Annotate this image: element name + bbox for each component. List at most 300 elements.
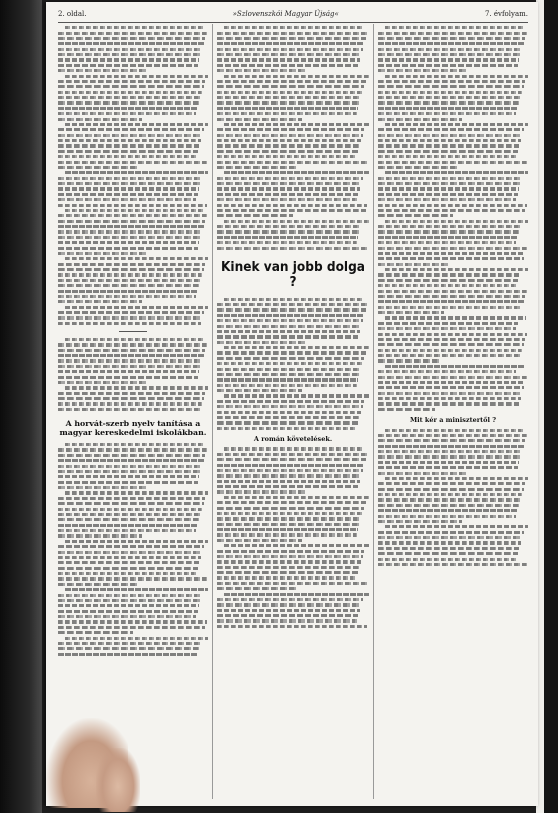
text-line	[378, 155, 516, 158]
body-text	[378, 26, 528, 411]
text-line	[58, 279, 201, 282]
text-line	[378, 541, 521, 544]
text-line	[58, 53, 201, 56]
text-line	[58, 642, 201, 645]
text-line	[378, 370, 516, 373]
text-line	[58, 343, 207, 346]
text-line	[217, 107, 358, 110]
text-line	[58, 572, 196, 575]
text-line	[378, 520, 462, 523]
text-line	[385, 123, 528, 126]
text-line	[217, 335, 358, 338]
text-line	[217, 582, 367, 585]
text-line	[58, 497, 205, 500]
text-line	[378, 488, 524, 491]
text-line	[378, 53, 521, 56]
text-line	[58, 524, 198, 527]
text-line	[378, 193, 518, 196]
text-line	[385, 525, 528, 528]
text-line	[217, 241, 357, 244]
text-line	[217, 400, 364, 403]
text-line	[58, 187, 199, 190]
text-line	[217, 166, 298, 169]
text-line	[217, 236, 358, 239]
text-line	[217, 485, 358, 488]
text-line	[378, 408, 435, 411]
text-line	[58, 534, 142, 537]
text-line	[224, 394, 369, 397]
text-line	[58, 236, 201, 239]
text-line	[378, 64, 518, 67]
text-line	[58, 193, 198, 196]
text-line	[65, 26, 203, 29]
text-line	[65, 443, 203, 446]
text-line	[65, 171, 208, 174]
text-line	[65, 588, 208, 591]
text-line	[378, 150, 518, 153]
text-line	[65, 123, 208, 126]
text-line	[217, 177, 363, 180]
text-line	[224, 346, 369, 349]
text-line	[217, 453, 367, 456]
text-line	[378, 434, 527, 437]
text-line	[378, 552, 518, 555]
text-line	[58, 284, 199, 287]
text-line	[217, 598, 363, 601]
text-line	[58, 626, 205, 629]
text-line	[378, 241, 516, 244]
text-line	[58, 252, 147, 255]
text-line	[378, 376, 527, 379]
text-line	[224, 496, 369, 499]
text-line	[385, 220, 528, 223]
text-line	[58, 349, 205, 352]
text-line	[378, 161, 527, 164]
text-line	[58, 198, 196, 201]
text-line	[58, 268, 204, 271]
column-rule	[212, 24, 213, 799]
text-line	[378, 472, 467, 475]
text-line	[378, 263, 449, 266]
text-line	[217, 609, 360, 612]
text-line	[217, 303, 367, 306]
text-line	[378, 455, 521, 458]
text-line	[217, 155, 357, 158]
text-line	[217, 464, 364, 467]
text-line	[378, 91, 522, 94]
text-line	[378, 493, 522, 496]
text-line	[58, 508, 202, 511]
text-line	[58, 545, 204, 548]
text-line	[58, 365, 201, 368]
section-heading: Mit kér a minisztertől ?	[409, 415, 497, 424]
text-line	[378, 32, 527, 35]
text-line	[217, 112, 357, 115]
text-line	[217, 427, 357, 430]
text-line	[378, 48, 522, 51]
separator	[119, 331, 147, 332]
text-line	[58, 225, 204, 228]
text-line	[58, 214, 207, 217]
text-line	[378, 466, 518, 469]
text-line	[58, 107, 198, 110]
text-line	[58, 150, 198, 153]
thumb-holding-page	[96, 748, 140, 812]
text-line	[58, 459, 204, 462]
issue-info: 7. évfolyam.	[484, 10, 528, 18]
text-line	[378, 563, 527, 566]
text-line	[378, 295, 525, 298]
text-line	[58, 204, 207, 207]
text-line	[58, 230, 202, 233]
text-line	[58, 128, 204, 131]
text-line	[58, 91, 202, 94]
text-line	[378, 558, 516, 561]
text-line	[58, 69, 147, 72]
text-line	[217, 469, 363, 472]
text-line	[378, 450, 522, 453]
text-line	[217, 512, 363, 515]
text-line	[217, 603, 361, 606]
text-line	[385, 171, 528, 174]
text-line	[224, 123, 369, 126]
text-line	[58, 561, 199, 564]
text-line	[378, 386, 524, 389]
text-line	[378, 359, 440, 362]
text-line	[58, 465, 202, 468]
text-line	[58, 392, 205, 395]
text-line	[58, 96, 201, 99]
text-line	[385, 26, 523, 29]
text-line	[217, 341, 307, 344]
text-line	[58, 604, 199, 607]
column-rule	[373, 24, 374, 799]
text-line	[217, 368, 361, 371]
article-headline: Kinek van jobb dolga ?	[221, 258, 365, 290]
text-line	[217, 314, 364, 317]
text-line	[378, 42, 524, 45]
text-line	[217, 533, 357, 536]
text-line	[217, 204, 367, 207]
text-line	[217, 96, 361, 99]
text-line	[58, 42, 204, 45]
body-text	[217, 26, 369, 250]
text-line	[378, 101, 519, 104]
text-line	[65, 637, 208, 640]
text-line	[58, 139, 201, 142]
text-line	[385, 75, 528, 78]
text-line	[58, 144, 199, 147]
text-line	[378, 58, 519, 61]
text-line	[217, 53, 361, 56]
text-line	[217, 517, 361, 520]
text-line	[378, 498, 521, 501]
text-line	[378, 290, 527, 293]
text-line	[378, 327, 516, 330]
text-line	[65, 75, 208, 78]
text-line	[217, 566, 360, 569]
text-line	[378, 252, 525, 255]
text-line	[217, 144, 360, 147]
text-line	[217, 416, 360, 419]
text-line	[378, 381, 525, 384]
text-line	[378, 128, 524, 131]
text-line	[378, 236, 518, 239]
text-line	[58, 376, 198, 379]
text-line	[58, 32, 207, 35]
text-line	[217, 405, 363, 408]
article-headline: A horvát-szerb nyelv tanítása a magyar kereskedelmi iskolákban.	[59, 419, 207, 438]
article-column-3	[378, 24, 528, 799]
body-text	[58, 209, 208, 325]
text-line	[58, 502, 204, 505]
text-line	[378, 536, 522, 539]
body-text	[58, 338, 208, 411]
text-line	[378, 177, 522, 180]
text-line	[58, 273, 202, 276]
text-line	[217, 507, 364, 510]
text-line	[65, 491, 208, 494]
article-column-2	[217, 24, 369, 799]
text-line	[58, 182, 201, 185]
text-line	[217, 230, 360, 233]
text-line	[378, 279, 518, 282]
text-line	[58, 134, 202, 137]
text-line	[385, 429, 523, 432]
text-line	[58, 322, 201, 325]
text-line	[378, 187, 519, 190]
text-line	[217, 161, 367, 164]
text-line	[224, 447, 364, 450]
text-line	[217, 128, 364, 131]
text-line	[217, 32, 367, 35]
text-line	[58, 529, 196, 532]
text-line	[378, 80, 525, 83]
text-line	[217, 118, 302, 121]
text-line	[224, 298, 364, 301]
text-line	[58, 241, 199, 244]
text-line	[217, 539, 302, 542]
text-line	[58, 112, 196, 115]
text-line	[58, 37, 205, 40]
text-line	[217, 587, 298, 590]
text-line	[385, 316, 526, 319]
text-line	[217, 378, 358, 381]
page-header	[58, 8, 528, 23]
text-line	[217, 91, 363, 94]
text-line	[378, 402, 519, 405]
text-line	[217, 389, 302, 392]
text-line	[217, 480, 360, 483]
text-line	[58, 599, 201, 602]
text-line	[378, 37, 525, 40]
text-line	[224, 220, 369, 223]
text-line	[217, 474, 361, 477]
text-line	[378, 343, 524, 346]
text-line	[217, 560, 361, 563]
text-line	[378, 85, 524, 88]
text-line	[217, 69, 307, 72]
text-line	[217, 490, 307, 493]
text-line	[58, 653, 198, 656]
text-line	[378, 439, 525, 442]
text-line	[378, 338, 525, 341]
text-line	[217, 319, 363, 322]
text-line	[58, 220, 205, 223]
text-line	[217, 37, 366, 40]
text-line	[378, 531, 524, 534]
text-line	[217, 330, 360, 333]
text-line	[58, 454, 205, 457]
text-line	[224, 544, 369, 547]
text-line	[217, 247, 367, 250]
text-line	[217, 576, 357, 579]
text-line	[58, 161, 207, 164]
text-line	[378, 257, 524, 260]
text-line	[378, 461, 519, 464]
text-line	[378, 300, 524, 303]
text-line	[378, 118, 462, 121]
text-line	[378, 273, 519, 276]
text-line	[217, 528, 358, 531]
text-line	[58, 408, 201, 411]
text-line	[58, 475, 199, 478]
text-line	[217, 101, 360, 104]
text-line	[378, 166, 458, 169]
body-text	[217, 447, 369, 628]
text-line	[58, 85, 204, 88]
text-line	[217, 614, 358, 617]
text-line	[217, 182, 361, 185]
article-column-1	[58, 24, 208, 799]
text-line	[58, 247, 198, 250]
text-line	[378, 96, 521, 99]
text-line	[378, 182, 521, 185]
text-line	[378, 144, 519, 147]
text-line	[58, 513, 201, 516]
text-line	[378, 139, 521, 142]
text-line	[217, 187, 360, 190]
text-line	[217, 501, 366, 504]
text-line	[378, 547, 519, 550]
text-line	[378, 349, 522, 352]
text-line	[58, 647, 199, 650]
text-line	[217, 193, 358, 196]
text-line	[58, 556, 201, 559]
text-line	[58, 370, 199, 373]
text-line	[217, 421, 358, 424]
text-line	[224, 26, 364, 29]
body-text	[58, 26, 208, 207]
text-line	[58, 263, 205, 266]
text-line	[58, 551, 202, 554]
text-line	[217, 555, 363, 558]
text-line	[217, 384, 357, 387]
text-line	[378, 107, 518, 110]
text-line	[217, 42, 364, 45]
text-line	[378, 214, 453, 217]
text-line	[217, 458, 366, 461]
text-line	[378, 397, 521, 400]
text-line	[58, 48, 202, 51]
text-line	[58, 567, 198, 570]
text-line	[58, 311, 204, 314]
text-line	[378, 509, 518, 512]
text-line	[378, 392, 522, 395]
text-line	[217, 619, 357, 622]
text-line	[58, 80, 205, 83]
text-line	[58, 583, 138, 586]
text-line	[378, 247, 527, 250]
text-line	[58, 518, 199, 521]
text-line	[378, 354, 521, 357]
text-line	[58, 166, 138, 169]
text-line	[58, 610, 198, 613]
text-line	[224, 75, 369, 78]
text-line	[378, 515, 516, 518]
body-text	[378, 429, 528, 567]
text-line	[378, 333, 527, 336]
text-line	[58, 316, 202, 319]
text-line	[58, 615, 196, 618]
text-line	[217, 225, 361, 228]
text-line	[224, 171, 369, 174]
text-line	[58, 381, 147, 384]
text-line	[58, 155, 196, 158]
text-line	[378, 284, 516, 287]
text-line	[378, 311, 444, 314]
text-line	[217, 523, 360, 526]
text-line	[217, 139, 361, 142]
text-line	[58, 481, 198, 484]
text-line	[217, 150, 358, 153]
text-line	[65, 306, 208, 309]
text-line	[217, 80, 366, 83]
text-line	[217, 209, 366, 212]
text-line	[378, 225, 521, 228]
text-line	[378, 306, 522, 309]
text-line	[217, 625, 367, 628]
text-line	[65, 540, 208, 543]
text-line	[58, 486, 147, 489]
text-line	[217, 134, 363, 137]
text-line	[217, 308, 366, 311]
text-line	[58, 448, 207, 451]
text-line	[378, 322, 518, 325]
text-line	[217, 64, 358, 67]
text-line	[217, 550, 364, 553]
text-line	[378, 504, 519, 507]
text-line	[378, 198, 516, 201]
masthead-title: »Szlovenszkói Magyar Újság«	[232, 10, 339, 18]
text-line	[378, 112, 516, 115]
text-line	[58, 290, 198, 293]
text-line	[217, 48, 363, 51]
scan-edge-right	[544, 0, 558, 813]
text-line	[58, 354, 204, 357]
text-line	[378, 445, 524, 448]
section-heading: A román követelések.	[253, 434, 333, 443]
text-line	[58, 58, 199, 61]
text-line	[58, 402, 202, 405]
text-line	[217, 571, 358, 574]
text-line	[65, 386, 208, 389]
text-line	[385, 477, 528, 480]
text-line	[58, 470, 201, 473]
page-number: 2. oldal.	[58, 10, 87, 18]
body-text	[217, 298, 369, 430]
text-line	[58, 577, 207, 580]
